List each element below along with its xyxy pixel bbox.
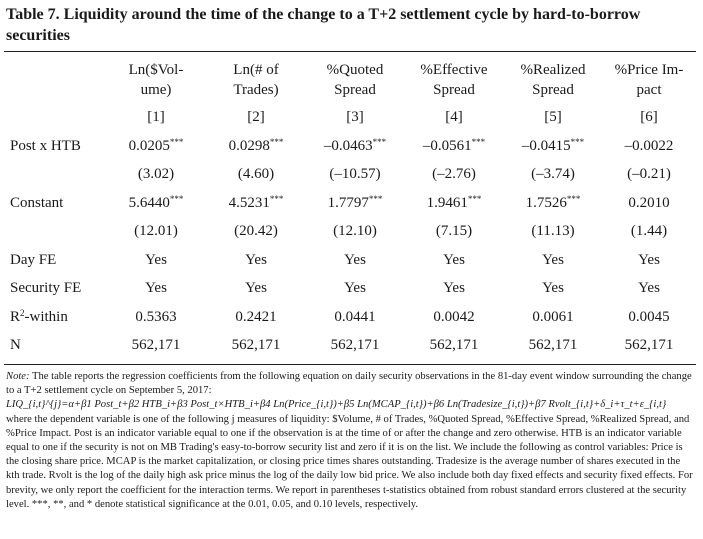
col-header: Ln(# of Trades) [233, 62, 279, 98]
table-cell: 0.0441 [334, 308, 376, 325]
table-cell: Yes [245, 251, 267, 268]
table-cell: Yes [245, 280, 267, 297]
row-label: Day FE [10, 251, 57, 268]
row-label: Post x HTB [10, 137, 81, 154]
coef-cell: –0.0415*** [521, 136, 585, 154]
tstat-cell: (7.15) [435, 223, 473, 240]
table-cell: 562,171 [624, 337, 674, 354]
table-cell: 562,171 [429, 337, 479, 354]
header-row [6, 58, 696, 102]
table-cell: Yes [443, 251, 465, 268]
table-title: Table 7. Liquidity around the time of the change to a T+2 settlement cycle by hard-to-borrow securities [6, 6, 641, 44]
header-empty [6, 58, 106, 102]
regression-equation: LIQ_{i,t}^{j}=α+β1 Post_t+β2 HTB_i+β3 Post_t×HTB_i+β4 Ln(Price_{i,t})+β5 Ln(MCAP_{i,t})+β6 Ln(Tradesize_{i,t})+β7 Rvolt_{i,t}+δ_i+τ_t+ε_{i,t} [6, 399, 667, 411]
coef-cell: –0.0561*** [422, 136, 486, 154]
table-cell: 562,171 [231, 337, 281, 354]
table-cell: 0.5363 [135, 308, 177, 325]
coef-cell: 1.9461*** [426, 193, 482, 211]
coef-cell: –0.0022 [624, 137, 674, 154]
tstat-cell: (–3.74) [531, 166, 575, 183]
coef-cell: 5.6440*** [128, 193, 184, 211]
column-number: [3] [346, 108, 364, 125]
table-cell: 562,171 [528, 337, 578, 354]
post-htb-coef-row [6, 132, 696, 161]
post-htb-tstat-row [6, 161, 696, 190]
tstat-cell: (–2.76) [432, 166, 476, 183]
coef-cell: 0.0298*** [228, 136, 284, 154]
tstat-cell: (–10.57) [329, 166, 381, 183]
security-fe-row [6, 275, 696, 304]
col-header: %Realized Spread [520, 62, 586, 98]
row-label: N [10, 337, 21, 354]
table-cell: Yes [443, 280, 465, 297]
coef-cell: 4.5231*** [228, 193, 284, 211]
table-cell: 0.0061 [532, 308, 574, 325]
table-cell: Yes [145, 251, 167, 268]
column-number: [5] [544, 108, 562, 125]
constant-coef-row [6, 189, 696, 218]
table-cell: 562,171 [131, 337, 181, 354]
tstat-cell: (20.42) [234, 223, 278, 240]
table-cell: Yes [638, 251, 660, 268]
column-number: [4] [445, 108, 463, 125]
table-cell: Yes [638, 280, 660, 297]
row-label: $R^2$-within [10, 307, 68, 325]
table-cell: 0.0042 [433, 308, 475, 325]
r2-row [6, 303, 696, 332]
col-header: %Quoted Spread [326, 62, 384, 98]
col-header: Ln($Vol- ume) [128, 62, 184, 98]
table-note [6, 370, 696, 512]
table-cell: Yes [542, 280, 564, 297]
note-intro: Note: The table reports the regression coefficients from the following equation on daily security observations in the 81-day event window surrounding the change to a T+2 settlement cycle on September 5, 2017: [6, 371, 692, 397]
regression-table [6, 58, 696, 360]
coef-cell: 1.7526*** [525, 193, 581, 211]
day-fe-row [6, 246, 696, 275]
table-cell: Yes [344, 251, 366, 268]
bottom-rule [4, 364, 696, 365]
n-row [6, 332, 696, 361]
note-body: where the dependent variable is one of the following j measures of liquidity: $Volume, # of Trades, %Quoted Spread, %Effective Spread, %Realized Spread, and %Price Impact. Post is an indicator variable equal to one if the observation is at the time of or after the change and zero otherwise. HTB is an indicator variable equal to one if the security is not on MB Trading's easy-to-borrow security list and zero if it is on the list. We include the following as control variables: Price is the closing share price. MCAP is the market capitalization, or closing price times shares outstanding. Tradesize is the average number of shares executed in the kth trade. Rvolt is the log of the daily high ask price minus the log of the daily low bid price. We also include both day fixed effects and security fixed effects. For brevity, we only report the coefficient for the interaction terms. We report in parentheses t-statistics obtained from robust standard errors clustered at the security level. ***, **, and * denote statistical significance at the 0.01, 0.05, and 0.10 levels, respectively. [6, 413, 693, 510]
table-cell: 562,171 [330, 337, 380, 354]
coef-cell: 0.2010 [628, 194, 670, 211]
tstat-cell: (4.60) [237, 166, 275, 183]
table-cell: Yes [542, 251, 564, 268]
tstat-cell: (12.01) [134, 223, 178, 240]
tstat-cell: (11.13) [531, 223, 575, 240]
col-header: %Price Im- pact [614, 62, 684, 98]
row-label: Security FE [10, 280, 82, 297]
col-header: %Effective Spread [420, 62, 488, 98]
column-number: [1] [147, 108, 165, 125]
coef-cell: 0.0205*** [128, 136, 184, 154]
column-number: [2] [247, 108, 265, 125]
coef-cell: 1.7797*** [327, 193, 383, 211]
tstat-cell: (12.10) [333, 223, 377, 240]
column-number-row [6, 102, 696, 132]
tstat-cell: (–0.21) [627, 166, 671, 183]
top-rule [4, 51, 696, 52]
row-label: Constant [10, 194, 64, 211]
table-cell: 0.0045 [628, 308, 670, 325]
constant-tstat-row [6, 218, 696, 247]
coef-cell: –0.0463*** [323, 136, 387, 154]
tstat-cell: (1.44) [630, 223, 668, 240]
table-cell: Yes [145, 280, 167, 297]
column-number: [6] [640, 108, 658, 125]
tstat-cell: (3.02) [137, 166, 175, 183]
table-cell: 0.2421 [235, 308, 277, 325]
table-cell: Yes [344, 280, 366, 297]
